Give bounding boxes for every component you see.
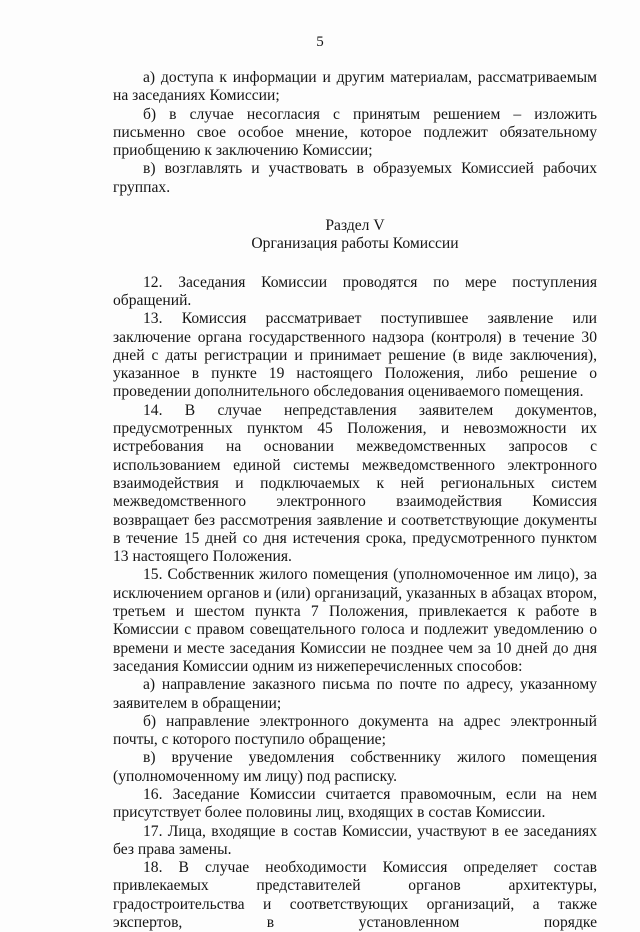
paragraph-15: 15. Собственник жилого помещения (уполномоченное им лицо), за исключением органов и (или) организаций, указанных в абзацах втором, третьем и шестом пункта 7 Положения, привлекается к работе в Комиссии с правом совещательного голоса и подлежит уведомлению о времени и месте заседания Комиссии не позднее чем за 10 дней до дня заседания Комиссии одним из нижеперечисленных способов: — [113, 566, 597, 675]
paragraph-16: 16. Заседание Комиссии считается правомочным, если на нем присутствует более половины лиц, входящих в состав Комиссии. — [113, 785, 597, 822]
paragraph-17: 17. Лица, входящие в состав Комиссии, участвуют в ее заседаниях без права замены. — [113, 822, 597, 858]
paragraph-18: 18. В случае необходимости Комиссия определяет состав привлекаемых представителей органов архитектуры, градостроительства и соответствующих организаций, а также экспертов, в установленном порядке — [113, 859, 597, 932]
page-number: 5 — [316, 34, 324, 50]
paragraph-item-a: а) доступа к информации и другим материалам, рассматриваемым на заседаниях Комиссии; — [113, 69, 597, 105]
paragraph-14: 14. В случае непредставления заявителем документов, предусмотренных пунктом 45 Положения, и невозможности их истребования на основании межведомственных запросов с использованием единой системы межведомственного электронного взаимодействия и подключаемых к ней региональных систем межведомственного электронного взаимодействия Комиссия возвращает без рассмотрения заявление и соответствующие документы в течение 15 дней со дня истечения срока, предусмотренного пунктом 13 настоящего Положения. — [113, 401, 597, 566]
document-body — [113, 69, 597, 932]
paragraph-12: 12. Заседания Комиссии проводятся по мере поступления обращений. — [113, 273, 597, 309]
paragraph-15-method-b: б) направление электронного документа на адрес электронный почты, с которого поступило обращение; — [113, 712, 597, 749]
paragraph-15-method-v: в) вручение уведомления собственнику жилого помещения (уполномоченному им лицу) под расписку. — [113, 749, 597, 785]
paragraph-15-method-a: а) направление заказного письма по почте по адресу, указанному заявителем в обращении; — [113, 676, 597, 712]
paragraph-13: 13. Комиссия рассматривает поступившее заявление или заключение органа государственного надзора (контроля) в течение 30 дней с даты регистрации и принимает решение (в виде заключения), указанное в пункте 19 настоящего Положения, либо решение о проведении дополнительного обследования оцениваемого помещения. — [113, 310, 597, 401]
paragraph-item-v: в) возглавлять и участвовать в образуемых Комиссией рабочих группах. — [113, 160, 597, 196]
section-title: Организация работы Комиссии — [251, 235, 459, 253]
paragraph-item-b: б) в случае несогласия с принятым решением – изложить письменно свое особое мнение, которое подлежит обязательному приобщению к заключению Комиссии; — [113, 105, 597, 160]
section-number: Раздел V — [325, 217, 385, 235]
